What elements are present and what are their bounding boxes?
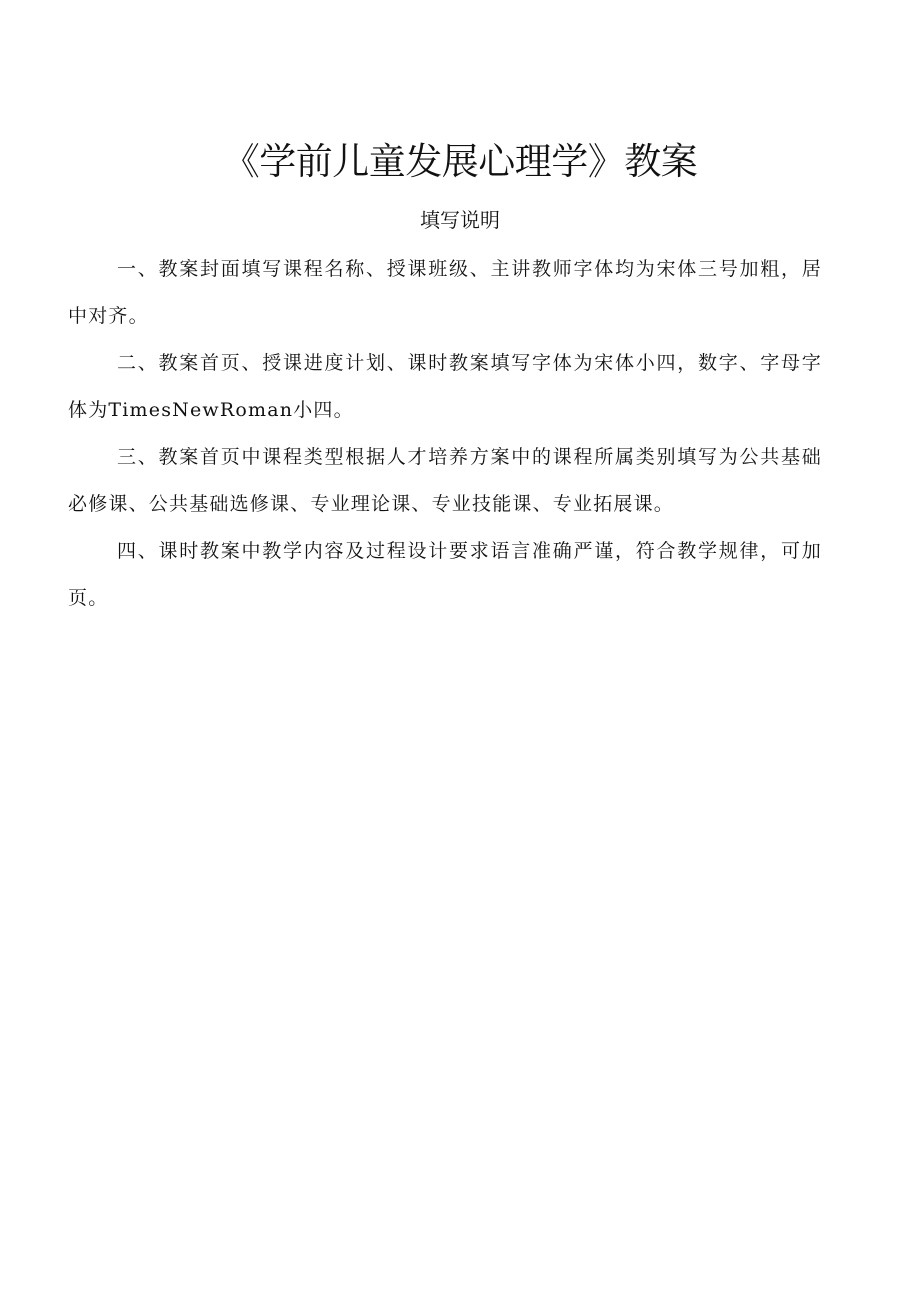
instruction-paragraph-1: 一、教案封面填写课程名称、授课班级、主讲教师字体均为宋体三号加粗，居中对齐。 <box>68 258 822 327</box>
instruction-paragraph-3: 三、教案首页中课程类型根据人才培养方案中的课程所属类别填写为公共基础必修课、公共基础选修课、专业理论课、专业技能课、专业拓展课。 <box>68 446 822 515</box>
document-subtitle: 填写说明 <box>420 208 500 232</box>
instruction-paragraph-2: 二、教案首页、授课进度计划、课时教案填写字体为宋体小四，数字、字母字体为TimesNewRoman小四。 <box>68 352 822 421</box>
instructions-body <box>68 246 822 622</box>
instruction-paragraph-4: 四、课时教案中教学内容及过程设计要求语言准确严谨，符合教学规律，可加页。 <box>68 540 822 609</box>
document-title: 《学前儿童发展心理学》教案 <box>222 140 698 183</box>
